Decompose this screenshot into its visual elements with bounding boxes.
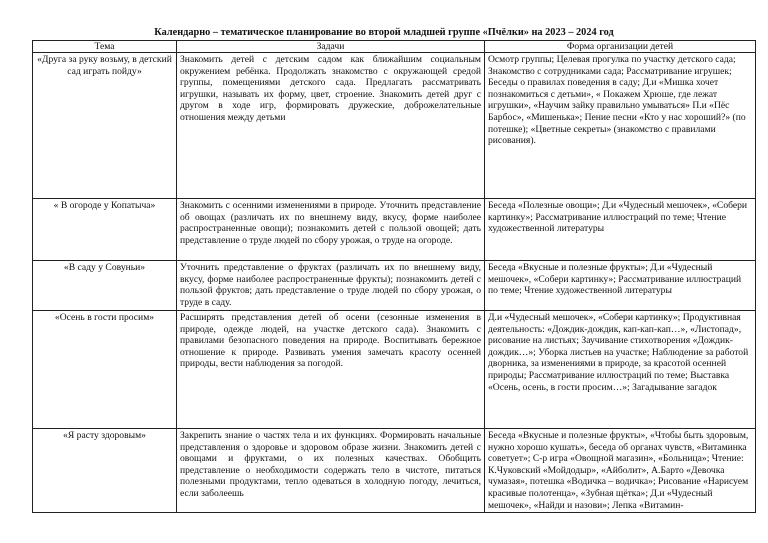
table-row [33, 199, 756, 261]
row-theme: «Я расту здоровым» [33, 429, 177, 513]
table-header-row [33, 41, 756, 53]
row-forms: Беседа «Вкусные и полезные фрукты»; Д.и «Чудесный мешочек», «Собери картинку»; Рассматривание иллюстраций по теме; Чтение художественной литературы [485, 261, 756, 311]
row-forms: Беседа «Вкусные и полезные фрукты», «Чтобы быть здоровым, нужно хорошо кушать», беседа об органах чувств, «Витаминка советует»; С-р игра «Овощной магазин», «Больница»; Чтение: К.Чуковский «Мойдодыр», «Айболит», А.Барто «Девочка чумазая», потешка «Водичка – водичка»; Рисование «Нарисуем красивые полотенца», «Зубная щётка»; Д.и «Чудесный мешочек», «Найди и назови»; Лепка «Витамин- [485, 429, 756, 513]
planning-table [32, 40, 756, 513]
row-theme: « В огороде у Копатыча» [33, 199, 177, 261]
row-tasks: Уточнить представление о фруктах (различать их по внешнему виду, вкусу, форме наиболее распространенные фрукты); познакомить детей с пользой фруктов; дать представление о труде людей по сбору урожая, о труде в саду. [177, 261, 485, 311]
table-row [33, 429, 756, 513]
row-theme: «В саду у Совуньи» [33, 261, 177, 311]
header-forms: Форма организации детей [485, 41, 756, 53]
page-title: Календарно – тематическое планирование во второй младшей группе «Пчёлки» на 2023 – 2024 год [154, 27, 614, 38]
row-forms: Д.и «Чудесный мешочек», «Собери картинку»; Продуктивная деятельность: «Дождик-дождик, кап-кап-кап…», «Листопад», рисование на листьях; Заучивание стихотворения «Дождик-дождик…»; Уборка листьев на участке; Наблюдение за работой дворника, за изменениями в природе, за красотой осенней природы; Рассматривание иллюстраций по теме; Выставка «Осень, осень, в гости просим…»; Загадывание загадок [485, 311, 756, 429]
header-tasks: Задачи [177, 41, 485, 53]
row-forms: Беседа «Полезные овощи»; Д.и «Чудесный мешочек», «Собери картинку»; Рассматривание иллюстраций по теме; Чтение художественной литературы [485, 199, 756, 261]
row-theme: «Осень в гости просим» [33, 311, 177, 429]
row-forms: Осмотр группы; Целевая прогулка по участку детского сада; Знакомство с сотрудниками сада; Рассматривание игрушек; Беседы о правилах поведения в саду; Д.и «Мишка хочет познакомиться с детьми», « Покажем Хрюше, где лежат игрушки», «Научим зайку правильно умываться» П.и «Пёс Барбос», «Мишенька»; Пение песни «Кто у нас хороший?» (по потешке); «Цветные секреты» (знакомство с правилами рисования). [485, 53, 756, 199]
row-tasks: Расширять представления детей об осени (сезонные изменения в природе, одежде людей, на участке детского сада). Знакомить с правилами безопасного поведения на природе. Воспитывать бережное отношение к природе. Развивать умения замечать красоту осенней природы, вести наблюдения за погодой. [177, 311, 485, 429]
row-theme: «Друга за руку возьму, в детский сад играть пойду» [33, 53, 177, 199]
row-tasks: Знакомить с осенними изменениями в природе. Уточнить представление об овощах (различать их по внешнему виду, вкусу, форме наиболее распространенные овощи); познакомить детей с пользой овощей; дать представление о труде людей по сбору урожая, о труде на огороде. [177, 199, 485, 261]
row-tasks: Знакомить детей с детским садом как ближайшим социальным окружением ребёнка. Продолжать знакомство с окружающей средой группы, помещениями детского сада. Предлагать рассматривать игрушки, называть их форму, цвет, строение. Знакомить детей друг с другом в ходе игр, формировать дружеские, доброжелательные отношения между детьми [177, 53, 485, 199]
header-theme: Тема [33, 41, 177, 53]
table-row [33, 53, 756, 199]
row-tasks: Закрепить знание о частях тела и их функциях. Формировать начальные представления о здоровье и здоровом образе жизни. Знакомить детей с овощами и фруктами, о их полезных качествах. Обобщить представление о необходимости содержать тело в чистоте, питаться полезными продуктами, тепло одеваться в холодную погоду, лечиться, если заболеешь [177, 429, 485, 513]
table-row [33, 261, 756, 311]
table-row [33, 311, 756, 429]
